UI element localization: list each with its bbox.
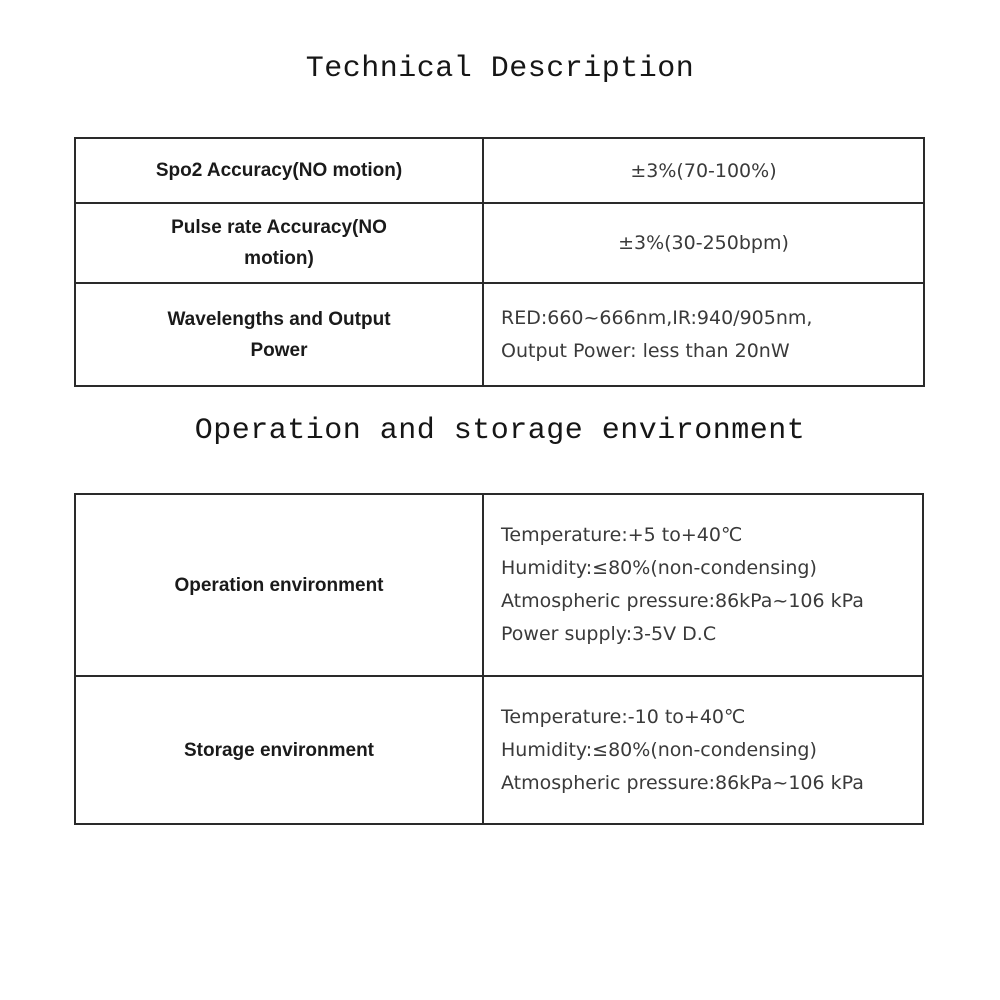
spec-value-text-line: Humidity:≤80%(non-condensing) bbox=[501, 557, 817, 579]
spec-value-text-line: Atmospheric pressure:86kPa~106 kPa bbox=[501, 771, 864, 794]
spec-label-text-line: Power bbox=[250, 339, 308, 361]
environment-table bbox=[74, 493, 924, 825]
spec-label-spo2-accuracy bbox=[75, 138, 483, 203]
spec-value-operation-environment bbox=[483, 494, 923, 676]
spec-value-text: ±3%(30-250bpm) bbox=[618, 232, 789, 254]
technical-description-table bbox=[74, 137, 925, 387]
section-title-technical-description: Technical Description bbox=[305, 52, 695, 86]
spec-value-text-line: Humidity:≤80%(non-condensing) bbox=[501, 738, 817, 761]
spec-value-text-line: Atmospheric pressure:86kPa~106 kPa bbox=[501, 590, 864, 612]
spec-value-text-line: RED:660~666nm,IR:940/905nm, bbox=[501, 306, 813, 329]
spec-value-text-line: Power supply:3-5V D.C bbox=[501, 623, 717, 645]
spec-label-pulse-rate-accuracy bbox=[75, 203, 483, 283]
spec-label-text-line: Wavelengths and Output bbox=[167, 308, 391, 330]
spec-value-wavelengths-output-power bbox=[483, 283, 924, 386]
spec-label-text: Storage environment bbox=[183, 739, 375, 761]
table-row bbox=[75, 203, 924, 283]
spec-value-text-line: Output Power: less than 20nW bbox=[501, 339, 790, 362]
table-row bbox=[75, 494, 923, 676]
spec-value-pulse-rate-accuracy bbox=[483, 203, 924, 283]
spec-value-storage-environment bbox=[483, 676, 923, 824]
spec-label-wavelengths-output-power bbox=[75, 283, 483, 386]
spec-value-spo2-accuracy bbox=[483, 138, 924, 203]
spec-label-text-line: motion) bbox=[244, 248, 314, 269]
spec-label-storage-environment bbox=[75, 676, 483, 824]
spec-label-operation-environment bbox=[75, 494, 483, 676]
table-row bbox=[75, 138, 924, 203]
spec-label-text: Spo2 Accuracy(NO motion) bbox=[155, 160, 403, 181]
section-title-operation-storage-environment: Operation and storage environment bbox=[194, 414, 806, 448]
table-row bbox=[75, 283, 924, 386]
spec-value-text-line: Temperature:+5 to+40℃ bbox=[501, 524, 743, 546]
table-row bbox=[75, 676, 923, 824]
spec-label-text-line: Pulse rate Accuracy(NO bbox=[171, 217, 387, 238]
spec-value-text: ±3%(70-100%) bbox=[630, 159, 777, 182]
spec-value-text-line: Temperature:-10 to+40℃ bbox=[501, 705, 746, 728]
spec-label-text: Operation environment bbox=[174, 574, 384, 596]
